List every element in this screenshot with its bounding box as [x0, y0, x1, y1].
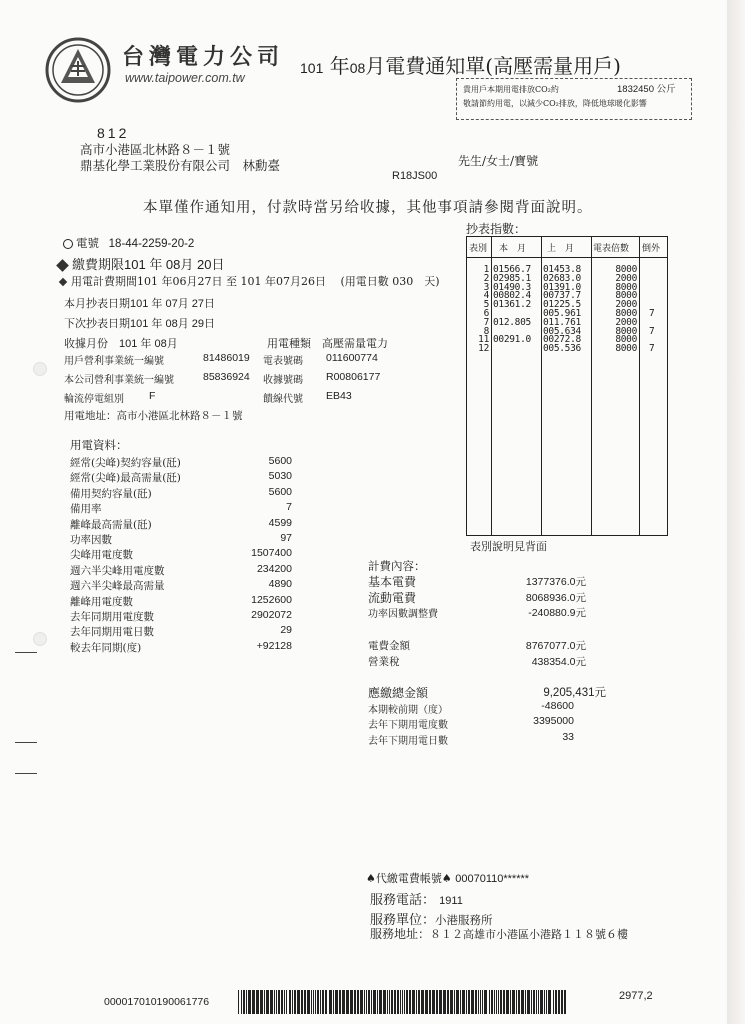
barcode-bar [307, 990, 310, 1014]
meter-cell-id: 4 [483, 290, 489, 302]
user-tax-id: 81486019 [203, 352, 250, 364]
meter-cell-cur: 012.805 [493, 316, 531, 328]
diamond-icon [56, 259, 69, 272]
feeder-code: EB43 [326, 390, 352, 402]
barcode-bar [281, 990, 283, 1014]
meter-title: 抄表指數： [466, 222, 527, 236]
barcode-bar [333, 990, 334, 1014]
barcode-bar [304, 990, 306, 1014]
meter-cell-mult: 8000 [615, 334, 637, 346]
meter-header-cell: 倒外 [642, 244, 661, 254]
barcode-bar [416, 990, 417, 1014]
usage-item-value: 29 [280, 624, 292, 637]
barcode-bar [248, 990, 251, 1014]
meter-note: 表別說明見背面 [470, 540, 547, 553]
barcode-bar [373, 990, 376, 1014]
barcode-bar [313, 990, 314, 1014]
barcode-bar [383, 990, 386, 1014]
tax-amount: 438354.0元 [531, 656, 586, 668]
barcode-bar [555, 990, 557, 1014]
receipt-no: R00806177 [326, 371, 381, 383]
meter-cell-mult: 8000 [615, 343, 637, 355]
usage-item-label: 週六半尖峰最高需量 [70, 580, 165, 593]
read-date-this: 本月抄表日期101 年 07月 27日 [64, 297, 215, 310]
barcode-bar [482, 990, 483, 1014]
barcode-bar [462, 990, 465, 1014]
next-kwh-label: 去年下期用電度數 [368, 720, 448, 731]
barcode-bar [553, 990, 554, 1014]
barcode-bar [510, 990, 511, 1014]
barcode-bar [371, 990, 372, 1014]
meter-cell-cur: 00802.4 [493, 290, 531, 302]
meter-cell-id: 1 [483, 264, 489, 275]
bullet-circle-icon [63, 239, 73, 249]
barcode-bar [544, 990, 545, 1014]
next-kwh: 3395000 [533, 715, 574, 727]
meter-cell-prev: 01225.5 [543, 299, 581, 311]
total-amount: 9,205,431元 [543, 687, 606, 699]
meter-cell-prev: 00737.7 [543, 290, 581, 302]
service-unit: 服務單位：小港服務所 [370, 913, 493, 928]
meter-header-cell: 本 月 [499, 244, 527, 254]
usage-item-label: 離峰最高需量(瓩) [70, 518, 152, 531]
meter-cell-id: 3 [483, 281, 489, 293]
barcode-bar [471, 990, 474, 1014]
barcode-bar [297, 990, 300, 1014]
mailing-address: 高市小港區北林路８－１號 [80, 142, 231, 157]
barcode-bar [480, 990, 481, 1014]
billing-period: 用電計費期間101 年06月27日 至 101 年07月26日 (用電日數 030 天) [60, 273, 440, 289]
barcode-bar [531, 990, 532, 1014]
meter-cell-prev: 011.761 [543, 316, 581, 328]
co2-line-2: 敬請節約用電，以減少CO₂排放，降低地球暖化影響 [463, 99, 647, 108]
meter-cell-mult: 8000 [615, 264, 637, 275]
barcode-bar [270, 990, 273, 1014]
meter-cell-prev: 01391.0 [543, 281, 581, 293]
barcode-bar [500, 990, 502, 1014]
spade-icon: ♠ [366, 872, 376, 885]
barcode-bar [484, 990, 487, 1014]
meter-cell-id: 2 [483, 272, 489, 284]
usage-item-label: 週六半尖峰用電度數 [70, 564, 165, 577]
barcode-bar [400, 990, 401, 1014]
usage-item-label: 功率因數 [70, 534, 112, 546]
charges-title: 計費內容： [368, 559, 426, 573]
meter-cell-id: 8 [483, 325, 489, 337]
flow-charge: 8068936.0元 [525, 592, 586, 604]
barcode-bar [368, 990, 370, 1014]
barcode-bar [335, 990, 338, 1014]
service-address: 服務地址：８１２高雄市小港區小港路１１８號６樓 [370, 927, 629, 941]
barcode-bar [439, 990, 442, 1014]
barcode-bar [506, 990, 509, 1014]
elec-amount-label: 電費金額 [368, 640, 410, 652]
meter-cell-mult: 8000 [615, 290, 637, 302]
usage-item-value: 7 [286, 501, 292, 514]
barcode-bar [357, 990, 359, 1014]
barcode-bar [512, 990, 515, 1014]
meter-cell-prev: 005.961 [543, 308, 581, 319]
barcode-bar [538, 990, 539, 1014]
barcode-bar [447, 990, 449, 1014]
meter-cell-prev: 02683.0 [543, 272, 581, 284]
next-days-label: 去年下期用電日數 [368, 736, 448, 747]
barcode-bar [460, 990, 461, 1014]
paper-edge [727, 0, 745, 1024]
title-year-suffix: 年 [329, 54, 350, 78]
barcode-bar [402, 990, 403, 1014]
meter-cell-x: 7 [649, 325, 655, 337]
fold-mark [15, 742, 37, 743]
brand-url: www.taipower.com.tw [125, 71, 245, 85]
diamond-icon [59, 278, 67, 286]
barcode-bar [246, 990, 247, 1014]
barcode-bar [521, 990, 524, 1014]
meter-cell-cur: 00291.0 [493, 334, 531, 346]
barcode-bar [409, 990, 411, 1014]
barcode-bar [498, 990, 499, 1014]
meter-header-cell: 上 月 [547, 244, 575, 254]
barcode-bar [412, 990, 415, 1014]
pf-charge: -240880.9元 [528, 607, 586, 619]
usage-item-value: 5030 [268, 470, 292, 483]
total-label: 應繳總金額 [368, 686, 429, 700]
usage-item-label: 較去年同期(度) [70, 641, 142, 654]
meter-cell-cur: 01566.7 [493, 264, 531, 275]
meter-table [466, 236, 668, 536]
brand-name: 台灣電力公司 [122, 44, 285, 70]
barcode-bar [339, 990, 341, 1014]
meter-cell-prev: 00272.8 [543, 334, 581, 346]
barcode-bar [252, 990, 255, 1014]
zip-code: 812 [97, 125, 130, 141]
barcode-bar [536, 990, 537, 1014]
usage-item-value: 2902072 [251, 609, 292, 621]
basic-charge-label: 基本電費 [368, 575, 417, 589]
usage-item-value: 97 [280, 532, 292, 544]
usage-title: 用電資料： [70, 438, 128, 452]
barcode-bar [478, 990, 479, 1014]
usage-item-label: 備用契約容量(瓩) [70, 487, 152, 500]
barcode-bar [389, 990, 390, 1014]
barcode-bar [418, 990, 420, 1014]
usage-item-value: 1252600 [251, 593, 292, 606]
barcode-bar [394, 990, 396, 1014]
barcode-bar [354, 990, 356, 1014]
title-month: 08 [349, 60, 366, 76]
barcode-bar [525, 990, 526, 1014]
barcode-bar [548, 990, 551, 1014]
barcode-bar [516, 990, 517, 1014]
pf-charge-label: 功率因數調整費 [368, 609, 438, 620]
usage-item-value: 5600 [268, 455, 292, 467]
barcode-bar [540, 990, 543, 1014]
barcode-bar [503, 990, 505, 1014]
taipower-logo-icon [45, 37, 111, 103]
meter-header-cell: 電表倍數 [593, 244, 630, 254]
barcode-bar [387, 990, 388, 1014]
co2-notice [456, 78, 692, 120]
rotate-group: F [149, 390, 156, 402]
rotate-group-label: 輪流停電組別 [64, 394, 124, 405]
barcode-bar [404, 990, 405, 1014]
co2-line-1: 貴用戶本期用電排放CO₂約 [463, 85, 559, 94]
meter-cell-mult: 2000 [615, 299, 637, 311]
barcode-bar [274, 990, 275, 1014]
usage-item-label: 去年同期用電日數 [70, 626, 154, 639]
meter-cell-mult: 8000 [615, 281, 637, 293]
meter-cell-cur: 01361.2 [493, 299, 531, 311]
meter-cell-x: 7 [649, 343, 655, 355]
barcode-bar [436, 990, 438, 1014]
barcode-bar [286, 990, 287, 1014]
tp-tax-id: 85836924 [203, 371, 250, 383]
meter-cell-mult: 2000 [615, 272, 637, 284]
account-number: 電號 18-44-2259-20-2 [63, 235, 194, 251]
barcode-bar [342, 990, 345, 1014]
due-date: 繳費期限101 年 08月 20日 [58, 254, 224, 273]
meter-cell-mult: 2000 [615, 316, 637, 328]
barcode-bar [322, 990, 324, 1014]
punch-hole [33, 362, 47, 376]
barcode-bar [429, 990, 431, 1014]
auto-pay-account: ♠代繳電費帳號♠ 00070110****** [366, 872, 530, 885]
barcode-bar [450, 990, 453, 1014]
barcode-bar [301, 990, 303, 1014]
barcode-bar [466, 990, 467, 1014]
barcode-bar [377, 990, 378, 1014]
barcode-bar [454, 990, 455, 1014]
barcode-bar [243, 990, 245, 1014]
co2-value: 1832450 公斤 [617, 84, 676, 95]
barcode-bar [364, 990, 365, 1014]
route-code: R18JS00 [392, 170, 438, 182]
usage-item-value: 4599 [268, 516, 292, 529]
barcode-bar [397, 990, 399, 1014]
barcode-bar [518, 990, 520, 1014]
barcode-bar [260, 990, 263, 1014]
barcode-bar [238, 990, 239, 1014]
barcode-bar [491, 990, 493, 1014]
receipt-no-label: 收據號碼 [263, 375, 303, 386]
barcode-bar [496, 990, 497, 1014]
barcode-bar [315, 990, 316, 1014]
barcode-bar [289, 990, 291, 1014]
meter-header [467, 237, 667, 258]
usage-item-value: 234200 [256, 562, 292, 575]
barcode-bar [346, 990, 349, 1014]
barcode-bar [564, 990, 566, 1014]
fold-mark [15, 773, 37, 774]
read-date-next: 下次抄表日期101 年 08月 29日 [64, 317, 215, 330]
document-code: 000017010190061776 [104, 996, 210, 1008]
usage-item-value: 5600 [268, 485, 292, 498]
barcode-bar [421, 990, 424, 1014]
barcode-bar [241, 990, 242, 1014]
barcode-bar [494, 990, 495, 1014]
title-year: 101 [300, 60, 324, 76]
meter-cell-x: 7 [649, 308, 655, 319]
meter-cell-prev: 005.634 [543, 325, 581, 337]
usage-item-label: 尖峰用電度數 [70, 549, 133, 562]
barcode-bar [276, 990, 277, 1014]
flow-charge-label: 流動電費 [368, 591, 417, 605]
barcode-bar [264, 990, 265, 1014]
meter-cell-id: 5 [483, 299, 489, 311]
elec-type: 用電種類 高壓需量電力 [267, 337, 388, 350]
feeder-label: 饋線代號 [263, 394, 303, 405]
barcode-bar [278, 990, 280, 1014]
barcode-bar [533, 990, 535, 1014]
barcode-bar [475, 990, 477, 1014]
user-tax-id-label: 用戶營利事業統一編號 [64, 356, 164, 367]
meter-cell-mult: 8000 [615, 308, 637, 319]
basic-charge: 1377376.0元 [525, 576, 586, 588]
title-rest: 月電費通知單(高壓需量用戶) [365, 54, 621, 78]
next-days: 33 [562, 731, 574, 743]
barcode-bar [329, 990, 332, 1014]
barcode-bar [366, 990, 367, 1014]
barcode-bar [311, 990, 312, 1014]
barcode-bar [379, 990, 382, 1014]
tax-label: 營業稅 [368, 656, 400, 668]
barcode-bar [425, 990, 428, 1014]
usage-item-label: 經常(尖峰)最高需量(瓩) [70, 472, 181, 485]
barcode-bar [406, 990, 408, 1014]
meter-cell-id: 12 [478, 343, 489, 355]
usage-item-label: 經常(尖峰)契約容量(瓩) [70, 457, 181, 469]
barcode-bar [325, 990, 327, 1014]
punch-hole [33, 632, 47, 646]
meter-no-label: 電表號碼 [263, 356, 303, 367]
barcode-bar [360, 990, 363, 1014]
meter-cell-id: 7 [483, 316, 489, 328]
diff-label: 本期較前期（度） [368, 705, 448, 716]
meter-cell-id: 6 [483, 308, 489, 319]
barcode [238, 990, 568, 1014]
barcode-bar [546, 990, 547, 1014]
barcode-bar [266, 990, 269, 1014]
meter-cell-prev: 005.536 [543, 343, 581, 355]
barcode-bar [527, 990, 530, 1014]
barcode-bar [320, 990, 321, 1014]
page-number: 2977,2 [619, 990, 653, 1002]
meter-no: 011600774 [326, 352, 378, 364]
fold-mark [15, 652, 37, 653]
usage-item-label: 去年同期用電度數 [70, 611, 154, 623]
barcode-bar [294, 990, 296, 1014]
barcode-bar [256, 990, 259, 1014]
meter-cell-mult: 8000 [615, 325, 637, 337]
barcode-bar [432, 990, 435, 1014]
usage-item-value: 4890 [268, 578, 292, 591]
receipt-month: 收據月份 101 年 08月 [64, 337, 178, 350]
barcode-bar [443, 990, 446, 1014]
meter-header-cell: 表別 [469, 244, 488, 254]
usage-item-label: 備用率 [70, 503, 102, 516]
barcode-bar [350, 990, 353, 1014]
barcode-bar [468, 990, 470, 1014]
usage-item-label: 離峰用電度數 [70, 595, 133, 608]
customer-name: 鼎基化學工業股份有限公司 林勳臺 [80, 158, 281, 173]
service-phone: 服務電話： 1911 [370, 893, 463, 908]
spade-icon: ♠ [441, 872, 452, 885]
barcode-bar [391, 990, 393, 1014]
barcode-bar [561, 990, 563, 1014]
meter-cell-cur: 02985.1 [493, 272, 531, 284]
diff-value: -48600 [541, 700, 574, 712]
barcode-bar [292, 990, 293, 1014]
notice-text: 本單僅作通知用，付款時當另给收據，其他事項請參閱背面說明。 [143, 200, 593, 216]
barcode-bar [489, 990, 490, 1014]
meter-cell-cur: 01490.3 [493, 281, 531, 293]
usage-item-value: 1507400 [251, 547, 292, 560]
usage-item-value: +92128 [256, 639, 292, 652]
barcode-bar [284, 990, 285, 1014]
barcode-bar [456, 990, 459, 1014]
barcode-bar [317, 990, 319, 1014]
elec-amount: 8767077.0元 [525, 640, 586, 652]
bill-title [300, 50, 621, 79]
tp-tax-id-label: 本公司營利事業統一編號 [64, 375, 174, 386]
meter-cell-id: 11 [478, 334, 489, 346]
site-address: 用電地址：高市小港區北林路８－１號 [64, 410, 243, 422]
meter-cell-prev: 01453.8 [543, 264, 581, 275]
barcode-bar [558, 990, 560, 1014]
salutation: 先生/女士/寶號 [458, 154, 539, 168]
